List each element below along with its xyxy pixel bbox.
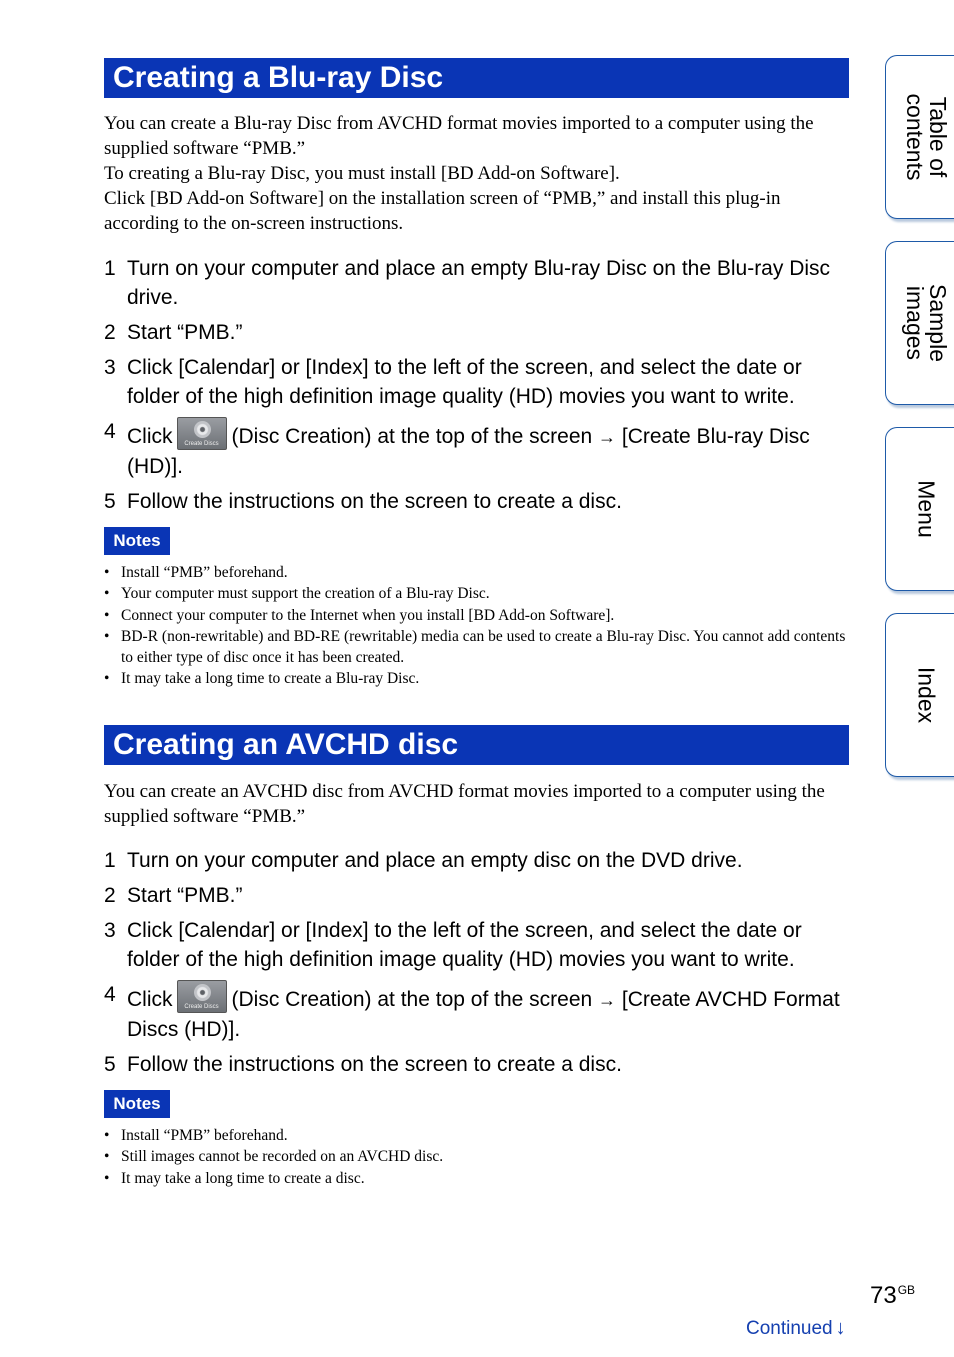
step-number: 2 (104, 321, 116, 344)
step-number: 1 (104, 257, 116, 280)
note-item (104, 562, 849, 583)
note-item (104, 668, 849, 689)
note-item (104, 583, 849, 604)
step-item (104, 980, 849, 1044)
step-number: 3 (104, 356, 116, 379)
step-text: Follow the instructions on the screen to create a disc. (127, 490, 622, 513)
section1-intro (104, 111, 849, 236)
right-arrow-icon: → (598, 990, 617, 1010)
tab-label-line: images (901, 285, 928, 361)
step-number: 2 (104, 884, 116, 907)
step-number: 4 (104, 983, 116, 1006)
intro-paragraph: Click [BD Add-on Software] on the installation screen of “PMB,” and install this plug-in according to the on-screen instructions. (104, 188, 781, 234)
step-text: Turn on your computer and place an empty disc on the DVD drive. (127, 849, 743, 872)
step-item (104, 254, 849, 312)
section2-steps (104, 846, 849, 1085)
tab-label-line: Table of (924, 96, 951, 178)
step-text: (Disc Creation) at the top of the screen (231, 425, 593, 448)
tab-label-line: contents (901, 93, 928, 181)
bullet-icon: • (104, 564, 110, 581)
note-text: Connect your computer to the Internet when you install [BD Add-on Software]. (121, 606, 615, 624)
continued-link[interactable] (746, 1317, 846, 1340)
page-number-value: 73 (870, 1282, 897, 1309)
bullet-icon: • (104, 606, 110, 624)
intro-paragraph: To creating a Blu-ray Disc, you must install [BD Add-on Software]. (104, 163, 620, 184)
note-item (104, 1125, 849, 1146)
bullet-icon: • (104, 1127, 110, 1144)
note-text: BD-R (non-rewritable) and BD-RE (rewritable) media can be used to create a Blu-ray Disc. You cannot add contents to either type of disc once it has been created. (121, 627, 846, 667)
notes-label: Notes (104, 527, 170, 555)
tab-label (903, 284, 949, 362)
step-number: 4 (104, 420, 116, 443)
section1-steps (104, 254, 849, 522)
tab-sample-images[interactable] (885, 241, 954, 405)
note-text: It may take a long time to create a disc. (121, 1169, 365, 1187)
tab-label-line: Index (913, 666, 939, 724)
step-text: Start “PMB.” (127, 321, 243, 344)
step-text: (Disc Creation) at the top of the screen (231, 988, 593, 1011)
section1-notes (104, 562, 849, 690)
tab-label (914, 667, 937, 723)
note-item (104, 605, 849, 626)
step-number: 5 (104, 1053, 116, 1076)
step-item (104, 881, 849, 910)
step-item (104, 846, 849, 875)
step-text: [Create AVCHD Format Discs (HD)]. (127, 988, 840, 1041)
step-text: [Create Blu-ray Disc (HD)]. (127, 425, 810, 478)
step-text: Click [Calendar] or [Index] to the left of the screen, and select the date or folder of the high definition image quality (HD) movies you want to write. (127, 356, 802, 408)
right-arrow-icon: → (598, 427, 617, 447)
tab-index[interactable] (885, 613, 954, 777)
notes-label: Notes (104, 1090, 170, 1118)
bullet-icon: • (104, 585, 110, 603)
icon-caption: Create Discs (184, 1004, 219, 1010)
down-arrow-icon: ↓ (835, 1317, 846, 1339)
section-title-avchd: Creating an AVCHD disc (104, 725, 849, 765)
tab-label-line: Sample (924, 284, 951, 362)
disc-creation-icon (177, 417, 227, 450)
step-item (104, 487, 849, 516)
tab-label (903, 94, 949, 181)
step-text: Click [Calendar] or [Index] to the left of the screen, and select the date or folder of the high definition image quality (HD) movies you want to write. (127, 919, 802, 971)
section-title-blu-ray: Creating a Blu-ray Disc (104, 58, 849, 98)
note-text: It may take a long time to create a Blu-ray Disc. (121, 670, 420, 688)
note-text: Install “PMB” beforehand. (121, 1127, 288, 1144)
section2-intro (104, 779, 849, 829)
step-item (104, 1050, 849, 1079)
disc-creation-icon (177, 980, 227, 1013)
page-number (870, 1282, 915, 1310)
intro-paragraph: You can create a Blu-ray Disc from AVCHD format movies imported to a computer using the supplied software “PMB.” (104, 113, 814, 159)
note-text: Still images cannot be recorded on an AVCHD disc. (121, 1148, 444, 1166)
bullet-icon: • (104, 1169, 110, 1187)
page-suffix: GB (897, 1283, 916, 1297)
section2-notes (104, 1125, 849, 1189)
step-text: Turn on your computer and place an empty Blu-ray Disc on the Blu-ray Disc drive. (127, 257, 831, 309)
step-item (104, 916, 849, 974)
step-number: 3 (104, 919, 116, 942)
step-number: 1 (104, 849, 116, 872)
tab-menu[interactable] (885, 427, 954, 591)
step-text: Start “PMB.” (127, 884, 243, 907)
icon-caption: Create Discs (184, 441, 219, 447)
tab-table-of-contents[interactable] (885, 55, 954, 219)
bullet-icon: • (104, 1148, 110, 1166)
note-item (104, 626, 849, 669)
step-text: Follow the instructions on the screen to create a disc. (127, 1053, 622, 1076)
bullet-icon: • (104, 670, 110, 688)
continued-label: Continued (746, 1318, 833, 1339)
step-item (104, 353, 849, 411)
tab-label-line: Menu (913, 480, 939, 538)
tab-label (914, 480, 937, 538)
note-item (104, 1168, 849, 1189)
intro-paragraph: You can create an AVCHD disc from AVCHD format movies imported to a computer using the supplied software “PMB.” (104, 781, 825, 827)
note-text: Your computer must support the creation of a Blu-ray Disc. (121, 585, 490, 603)
bullet-icon: • (104, 627, 110, 645)
note-item (104, 1146, 849, 1167)
step-text: Click (127, 425, 173, 448)
note-text: Install “PMB” beforehand. (121, 564, 288, 581)
step-item (104, 417, 849, 481)
step-item (104, 318, 849, 347)
step-text: Click (127, 988, 173, 1011)
step-number: 5 (104, 490, 116, 513)
